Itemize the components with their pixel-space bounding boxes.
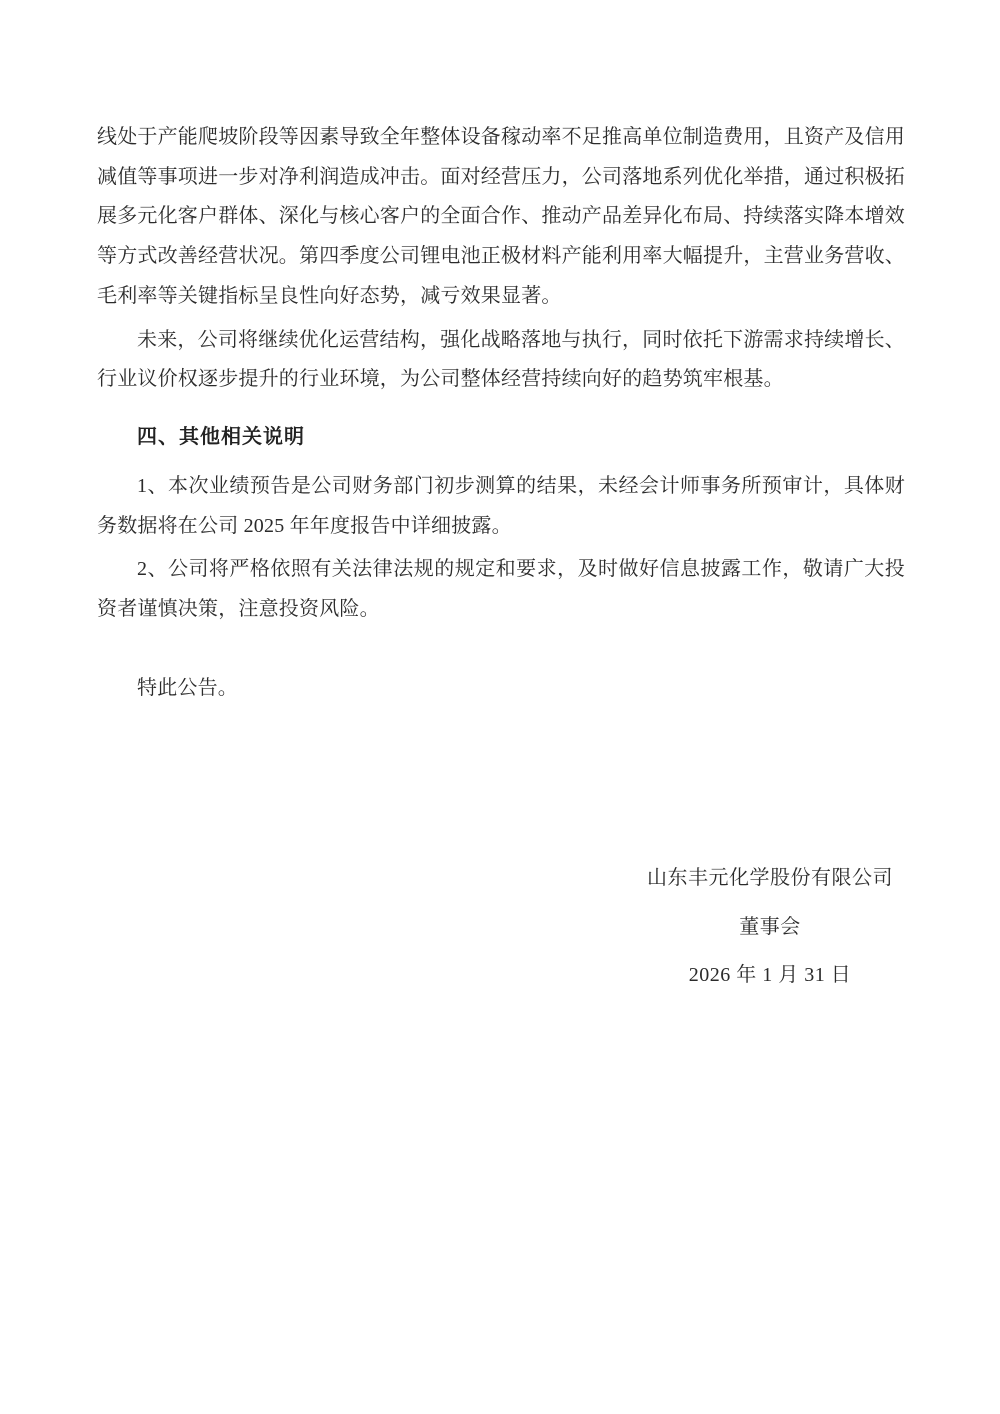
signature-block [647,854,893,1000]
paragraph-operations-continuation: 线处于产能爬坡阶段等因素导致全年整体设备稼动率不足推高单位制造费用，且资产及信用减值等事项进一步对净利润造成冲击。面对经营压力，公司落地系列优化举措，通过积极拓展多元化客户群体、深化与核心客户的全面合作、推动产品差异化布局、持续落实降本增效等方式改善经营状况。第四季度公司锂电池正极材料产能利用率大幅提升，主营业务营收、毛利率等关键指标呈良性向好态势，减亏效果显著。 [97,126,905,307]
paragraph-future-outlook: 未来，公司将继续优化运营结构，强化战略落地与执行，同时依托下游需求持续增长、行业议价权逐步提升的行业环境，为公司整体经营持续向好的趋势筑牢根基。 [97,328,905,391]
signature-company-name: 山东丰元化学股份有限公司 [647,867,893,890]
signature-board-of-directors: 董事会 [739,915,801,938]
document-body [97,0,905,1000]
closing-line: 特此公告。 [137,676,238,699]
section-heading-other-notes: 四、其他相关说明 [137,425,305,448]
signature-date: 2026 年 1 月 31 日 [688,964,852,987]
paragraph-note-1: 1、本次业绩预告是公司财务部门初步测算的结果，未经会计师事务所预审计，具体财务数据将在公司 2025 年年度报告中详细披露。 [97,474,905,537]
paragraph-note-2: 2、公司将严格依照有关法律法规的规定和要求，及时做好信息披露工作，敬请广大投资者谨慎决策，注意投资风险。 [97,558,905,621]
